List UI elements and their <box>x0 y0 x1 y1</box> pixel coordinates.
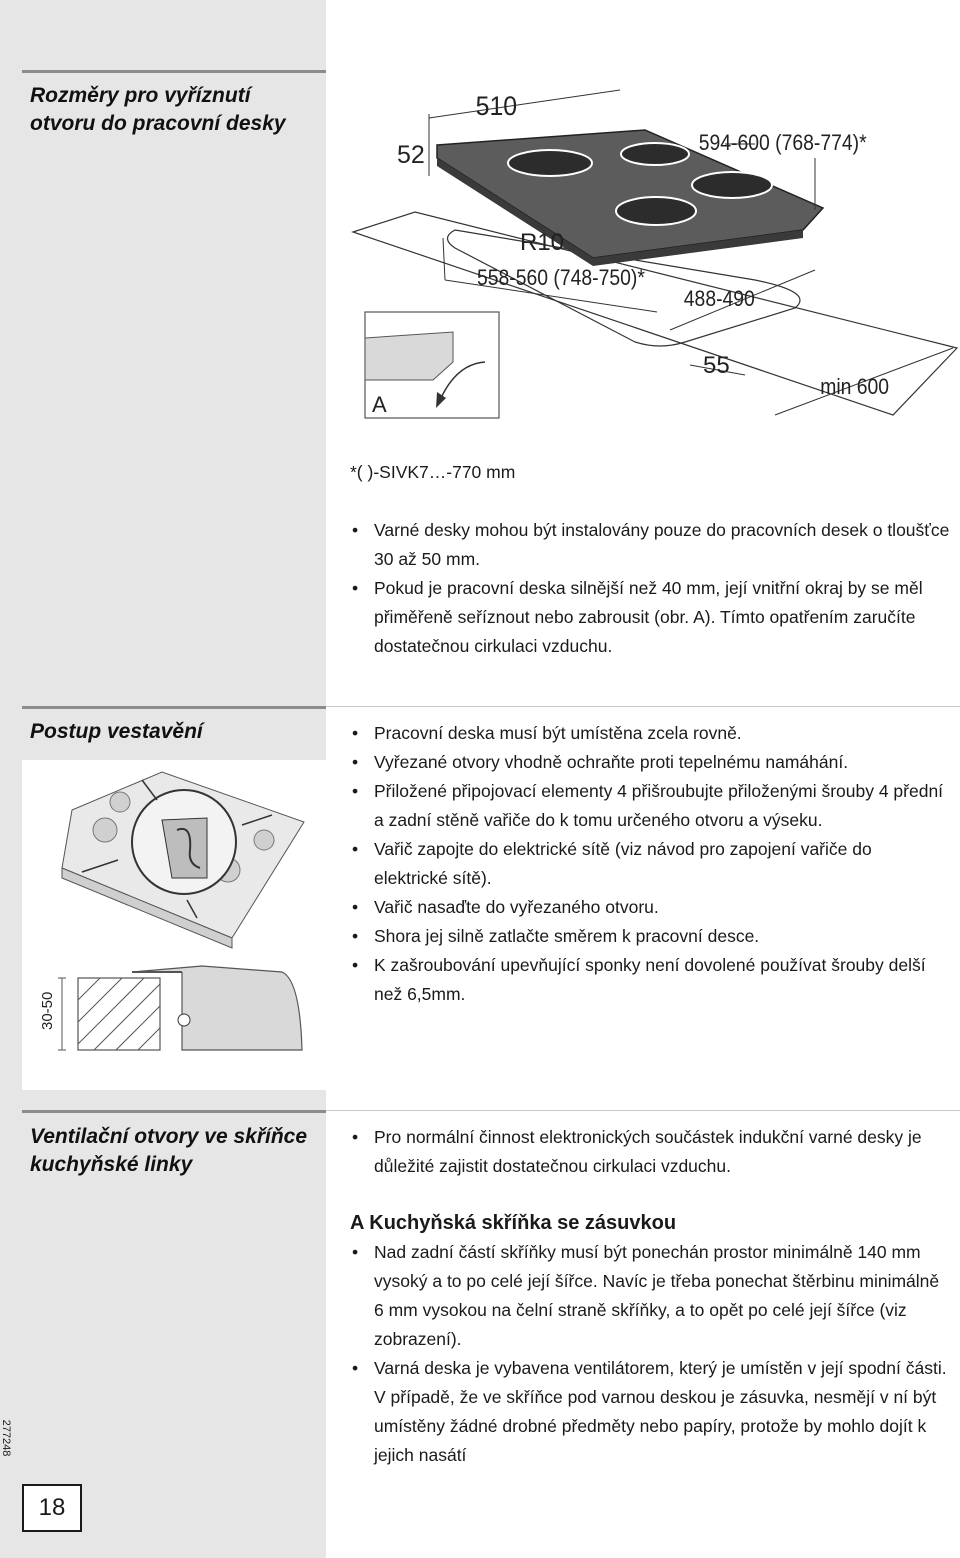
list-item: • Přiložené připojovací elementy 4 přišroubujte přiloženými šrouby 4 přední a zadní stěně vařiče do k tomu určeného otvoru a výseku. <box>350 777 950 835</box>
dim-510: 510 <box>475 92 518 122</box>
list-item: • Varné desky mohou být instalovány pouze do pracovních desek o tloušťce 30 až 50 mm. <box>350 516 950 574</box>
dim-594: 594-600 (768-774)* <box>698 130 867 156</box>
cooking-zone <box>508 150 592 176</box>
section-title-dimensions: Rozměry pro vyříznutí otvoru do pracovní desky <box>30 84 286 135</box>
dim-min600: min 600 <box>820 374 890 400</box>
footnote: *( )-SIVK7…-770 mm <box>350 462 516 482</box>
list-item: • Pracovní deska musí být umístěna zcela rovně. <box>350 719 950 748</box>
list-item: • Vařič zapojte do elektrické sítě (viz návod pro zapojení vařiče do elektrické sítě). <box>350 835 950 893</box>
list-item: • K zašroubování upevňující sponky není dovolené používat šrouby delší než 6,5mm. <box>350 951 950 1009</box>
worktop-section <box>78 978 160 1050</box>
section-rule-3 <box>22 1110 326 1113</box>
thickness-label: 30-50 <box>39 991 56 1030</box>
bullet-list-dimensions <box>350 516 950 661</box>
cooking-zone <box>616 197 696 225</box>
section-rule-2 <box>22 706 326 709</box>
dim-r10: R10 <box>520 229 565 256</box>
section-title-ventilation: Ventilační otvory ve skříňce kuchyňské linky <box>30 1125 308 1176</box>
cooking-zone <box>692 172 772 198</box>
section-rule-1 <box>22 70 326 73</box>
dim-55: 55 <box>703 352 730 379</box>
cabinet-subheading: A Kuchyňská skříňka se zásuvkou <box>350 1212 677 1234</box>
list-item: • Shora jej silně zatlačte směrem k pracovní desce. <box>350 922 950 951</box>
page-number: 18 <box>22 1484 82 1532</box>
list-item: • Pro normální činnost elektronických součástek indukční varné desky je důležité zajistit dostatečnou cirkulaci vzduchu. <box>350 1123 950 1181</box>
dim-558: 558-560 (748-750)* <box>477 265 645 291</box>
bullet-list-installation <box>350 719 950 1009</box>
list-item: • Vyřezané otvory vhodně ochraňte proti tepelnému namáhání. <box>350 748 950 777</box>
list-item: • Nad zadní částí skříňky musí být ponechán prostor minimálně 140 mm vysoký a to po celé její šířce. Navíc je třeba ponechat štěrbinu minimálně 6 mm vysokou na čelní straně skříňky, a to opět po celé její šířce (viz zobrazení). <box>350 1238 950 1354</box>
bullet-list-ventilation <box>350 1123 950 1181</box>
installation-figure <box>22 760 326 1090</box>
section-rule-2-right <box>326 706 960 707</box>
list-item: • Pokud je pracovní deska silnější než 40 mm, její vnitřní okraj by se měl přiměřeně seříznout nebo zabrousit (obr. A). Tímto opatřením zaručíte dostatečnou cirkulaci vzduchu. <box>350 574 950 661</box>
dim-488: 488-490 <box>683 286 755 312</box>
cutout-dimensions-figure <box>345 80 960 425</box>
bullet-list-cabinet <box>350 1238 950 1470</box>
section-title-installation: Postup vestavění <box>30 720 203 743</box>
list-item: • Vařič nasaďte do vyřezaného otvoru. <box>350 893 950 922</box>
document-code: 277248 <box>0 1419 12 1457</box>
detail-a-label: A <box>372 392 387 417</box>
list-item: • Varná deska je vybavena ventilátorem, který je umístěn v její spodní části. V případě, že ve skříňce pod varnou deskou je zásuvka, nesmějí v ní být umístěny žádné drobné předměty nebo papíry, protože by mohlo dojít k jejich nasátí <box>350 1354 950 1470</box>
cooking-zone <box>621 143 689 165</box>
section-rule-3-right <box>326 1110 960 1111</box>
dim-52: 52 <box>397 141 425 169</box>
